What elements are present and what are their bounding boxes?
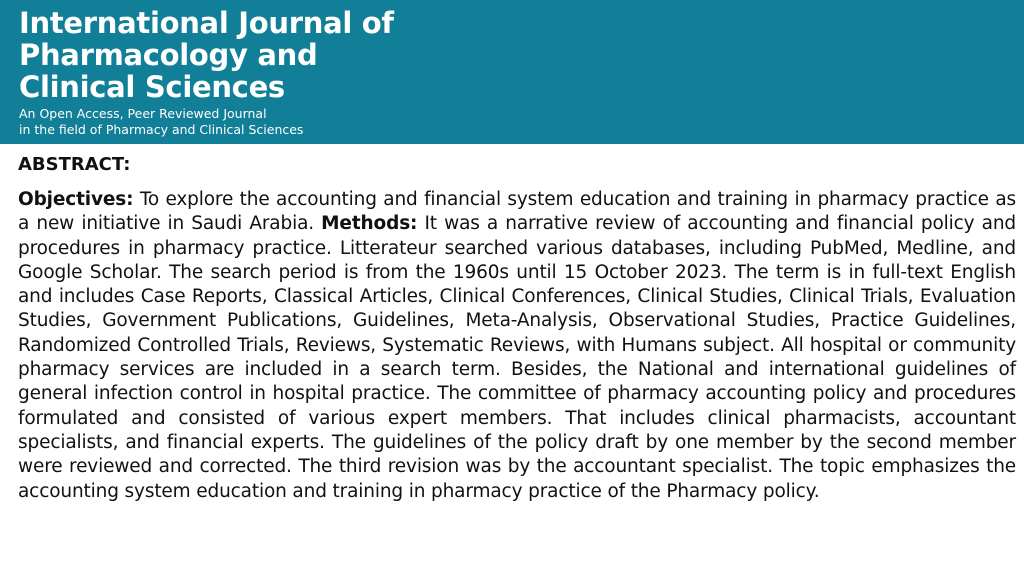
abstract-heading: ABSTRACT: [18,154,131,175]
journal-subtitle-line: in the field of Pharmacy and Clinical Sciences [19,122,304,137]
abstract-body [18,188,1016,504]
journal-title [19,7,394,103]
journal-subtitle [19,106,303,138]
methods-text: It was a narrative review of accounting and financial policy and procedures in pharmacy practice. Litterateur searched various databases, including PubMed, Medline, and Google Scholar. The search period is from the 1960s until 15 October 2023. The term is in full-text English and includes Case Reports, Classical Articles, Clinical Conferences, Clinical Studies, Clinical Trials, Evaluation Studies, Government Publications, Guidelines, Meta-Analysis, Observational Studies, Practice Guidelines, Randomized Controlled Trials, Reviews, Systematic Reviews, with Humans subject. All hospital or community pharmacy services are included in a search term. Besides, the National and international guidelines of general infection control in hospital practice. The committee of pharmacy accounting policy and procedures formulated and consisted of various expert members. That includes clinical pharmacists, accountant specialists, and financial experts. The guidelines of the policy draft by one member by the second member were reviewed and corrected. The third revision was by the accountant specialist. The topic emphasizes the accounting system education and training in pharmacy practice of the Pharmacy policy. [18,213,1016,502]
objectives-label: Objectives: [18,189,134,210]
methods-label: Methods: [321,213,418,235]
objectives-text: To explore the accounting and financial system education and training in pharmacy practice as a new initiative in Saudi Arabia. [18,189,1016,235]
journal-title-line: International Journal of [19,6,394,40]
journal-title-line: Pharmacology and [19,38,318,72]
abstract-section [18,152,1016,504]
journal-banner [0,0,1024,144]
journal-title-line: Clinical Sciences [19,70,285,104]
journal-subtitle-line: An Open Access, Peer Reviewed Journal [19,106,267,121]
